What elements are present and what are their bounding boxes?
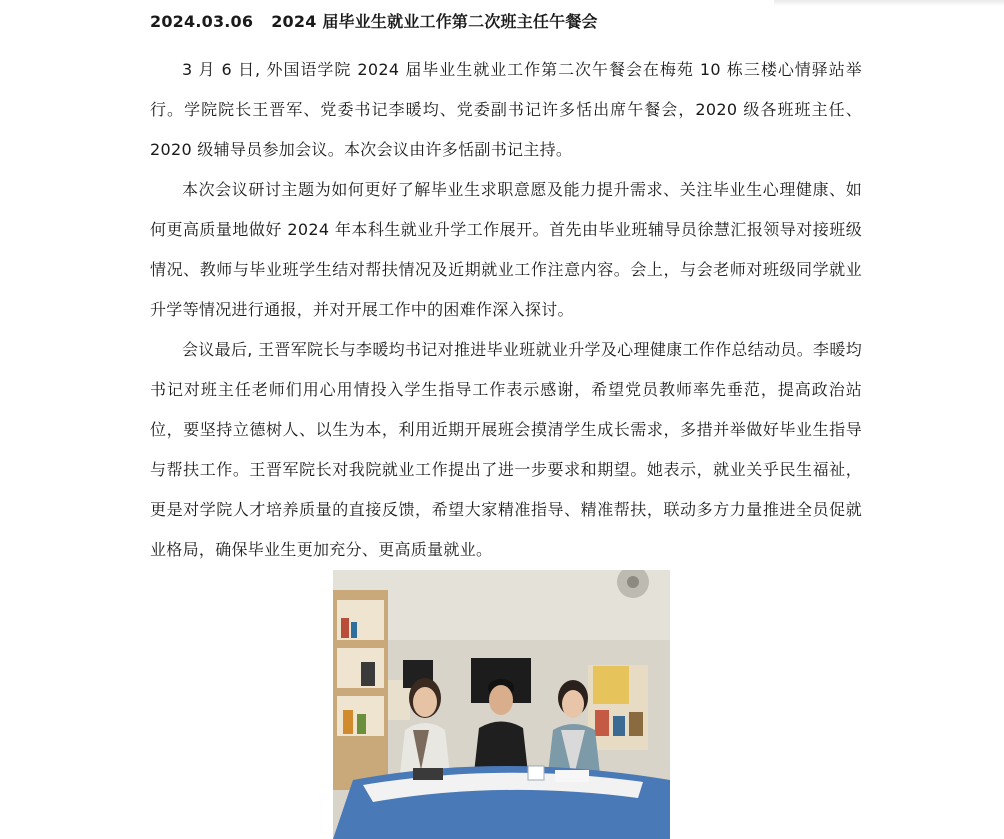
top-right-shadow xyxy=(774,0,1004,6)
article-title xyxy=(150,11,598,33)
paragraph-2: 本次会议研讨主题为如何更好了解毕业生求职意愿及能力提升需求、关注毕业生心理健康、如何更高质量地做好 2024 年本科生就业升学工作展开。首先由毕业班辅导员徐慧汇报领导对接班级情况、教师与毕业班学生结对帮扶情况及近期就业工作注意内容。会上，与会老师对班级同学就业升学等情况进行通报，并对开展工作中的困难作深入探讨。 xyxy=(150,180,862,319)
meeting-photo xyxy=(333,570,670,839)
paragraph-1: 3 月 6 日, 外国语学院 2024 届毕业生就业工作第二次午餐会在梅苑 10 栋三楼心情驿站举行。学院院长王晋军、党委书记李暖均、党委副书记许多恬出席午餐会，2020 级各班班主任、2020 级辅导员参加会议。本次会议由许多恬副书记主持。 xyxy=(150,60,862,159)
article-date: 2024.03.06 xyxy=(150,12,254,31)
paragraph-3: 会议最后, 王晋军院长与李暖均书记对推进毕业班就业升学及心理健康工作作总结动员。李暖均书记对班主任老师们用心用情投入学生指导工作表示感谢，希望党员教师率先垂范，提高政治站位，要坚持立德树人、以生为本，利用近期开展班会摸清学生成长需求，多措并举做好毕业生指导与帮扶工作。王晋军院长对我院就业工作提出了进一步要求和期望。她表示，就业关乎民生福祉，更是对学院人才培养质量的直接反馈，希望大家精准指导、精准帮扶，联动多方力量推进全员促就业格局，确保毕业生更加充分、更高质量就业。 xyxy=(150,340,862,559)
article-heading: 2024 届毕业生就业工作第二次班主任午餐会 xyxy=(271,12,598,31)
